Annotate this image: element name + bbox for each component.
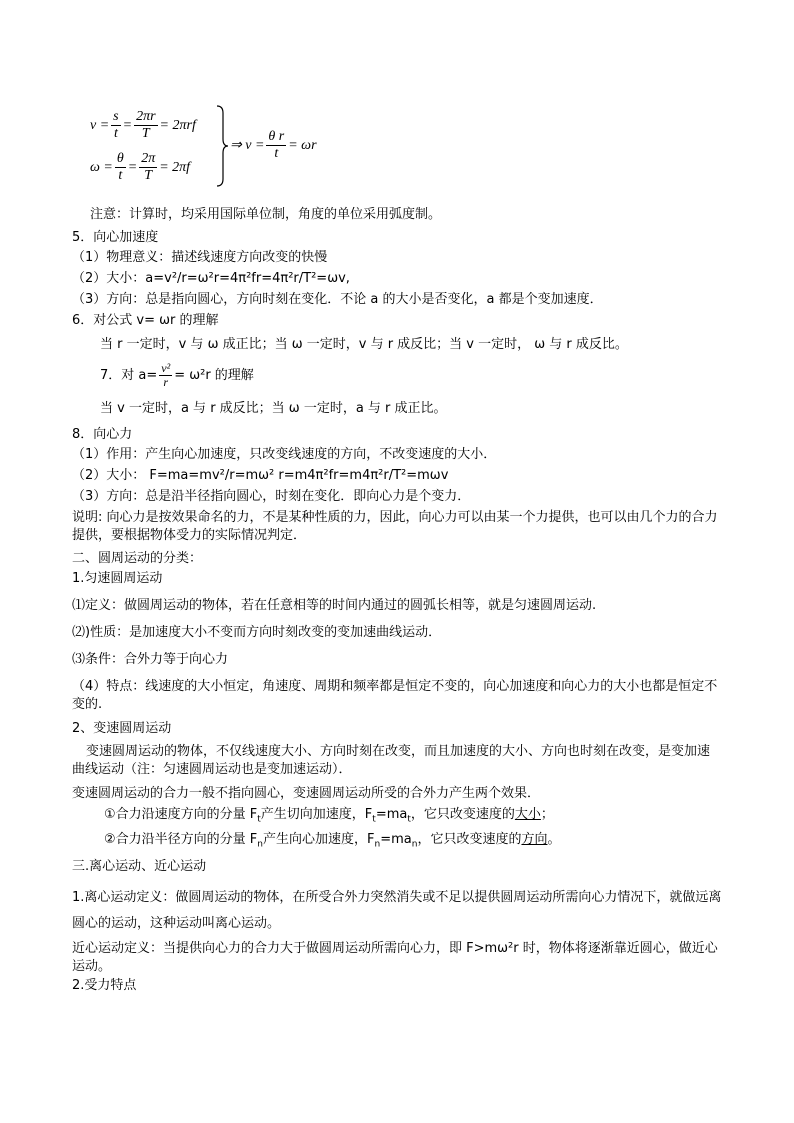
text-line: 当 v 一定时，a 与 r 成反比；当 ω 一定时，a 与 r 成正比。 [100,401,447,416]
underlined-text: 大小 [514,807,541,822]
formula-term: = ωr [288,137,317,153]
angular-velocity-formula [90,151,190,184]
paragraph: 1.离心运动定义：做圆周运动的物体，在所受合外力突然消失或不足以提供圆周运动所需向心力情况下，就做远离圆心的运动，这种运动叫离心运动。 [72,890,722,931]
combined-formula [230,129,317,162]
section-heading: 二、圆周运动的分类： [72,551,203,566]
linear-velocity-formula [90,109,196,142]
paragraph: （4）特点：线速度的大小恒定，角速度、周期和频率都是恒定不变的，向心加速度和向心力的大小也都是恒定不变的. [72,679,718,712]
fraction-denominator: r [163,375,169,389]
subscript: n [257,839,263,850]
implies-symbol: ⇒ v = [230,138,265,153]
fraction-denominator: T [144,168,153,183]
section-heading: 1.匀速圆周运动 [72,571,163,586]
section-heading [100,362,254,389]
fraction-denominator: t [274,146,279,161]
formula-term: 2πf [172,159,191,175]
fraction-numerator: s [113,109,119,124]
text-line: 当 r 一定时，v 与 ω 成正比；当 ω 一定时，v 与 r 成反比；当 v 一定时， ω 与 r 成反比。 [100,337,628,352]
subscript: t [372,814,376,825]
text-line [104,806,554,829]
section-heading: 三.离心运动、近心运动 [72,859,207,874]
fraction [111,109,120,142]
fraction [115,151,126,184]
text-line: （3）方向：总是指向圆心，方向时刻在变化．不论 a 的大小是否变化，a 都是个变加速度． [72,292,603,307]
paragraph: 近心运动定义：当提供向心力的合力大于做圆周运动所需向心力，即 F>mω²r 时，物体将逐渐靠近圆心，做近心运动。 [72,941,718,974]
formula-symbol: = [159,117,169,133]
text-line: （1）物理意义：描述线速度方向改变的快慢 [72,250,328,265]
underlined-text: 方向 [521,832,548,847]
subscript: t [257,814,261,825]
formula-symbol: = [122,117,133,133]
formula-symbol: = [127,159,138,175]
fraction-denominator: t [113,126,118,141]
text-line: （2）大小：a=v²/r=ω²r=4π²fr=4π²r/T²=ωv, [72,271,350,286]
subscript: t [407,814,411,825]
heading-suffix: = ω²r 的理解 [174,367,254,383]
section-heading: 6．对公式 v= ωr 的理解 [72,313,219,328]
formula-symbol: ω [90,159,100,175]
text-span: 。 [547,832,561,847]
text-line: （3）方向：总是沿半径指向圆心，时刻在变化．即向心力是个变力． [72,489,471,504]
formula-symbol: = [103,159,113,175]
text-span: 产生向心加速度，F [262,832,375,847]
right-brace-icon [215,105,229,187]
text-span: ，它只改变速度的 [410,807,515,822]
text-span: =ma [375,807,408,822]
section-heading: 5．向心加速度 [72,230,159,245]
fraction-numerator: 2πr [136,109,156,124]
text-line: 变速圆周运动的合力一般不指向圆心，变速圆周运动所受的合外力产生两个效果． [72,786,541,801]
text-line: ⑵)性质：是加速度大小不变而方向时刻改变的变加速曲线运动． [72,625,442,640]
formula-symbol: = [99,117,110,133]
fraction-numerator: v² [161,361,171,375]
fraction-numerator: θ [116,151,124,166]
velocity-formula-block [90,105,350,195]
paragraph: 说明: 向心力是按效果命名的力，不是某种性质的力，因此，向心力可以由某一个力提供，也可以由几个力的合力提供，要根据物体受力的实际情况判定． [72,510,718,543]
fraction [266,129,286,162]
text-line [104,831,560,854]
section-heading: 2.受力特点 [72,978,137,993]
subscript: n [374,839,381,850]
formula-term: 2πrf [172,117,196,133]
fraction [139,151,157,184]
fraction [134,109,157,142]
formula-symbol: = [159,159,169,175]
text-span: 产生切向加速度，F [260,807,373,822]
text-line: （1）作用：产生向心加速度，只改变线速度的方向，不改变速度的大小． [72,447,497,462]
formula-symbol: v [90,117,97,133]
fraction-numerator: θ r [268,129,285,144]
section-heading: 8．向心力 [72,427,133,442]
section-heading: 2、变速圆周运动 [72,721,172,736]
paragraph: 变速圆周运动的物体，不仅线速度大小、方向时刻在改变，而且加速度的大小、方向也时刻在改变，是变加速曲线运动（注：匀速圆周运动也是变加速运动）． [72,744,711,777]
text-line: ⑴定义：做圆周运动的物体，若在任意相等的时间内通过的圆弧长相等，就是匀速圆周运动. [72,598,597,613]
text-span: ②合力沿半径方向的分量 F [104,832,258,847]
heading-prefix: 7．对 a= [100,367,158,383]
text-span: ①合力沿速度方向的分量 F [104,807,258,822]
fraction-denominator: T [141,126,150,141]
text-span: =ma [380,832,412,847]
subscript: n [411,839,418,850]
fraction-numerator: 2π [141,151,156,166]
fraction [159,362,172,389]
text-line: （2）大小： F=ma=mv²/r=mω² r=m4π²fr=m4π²r/T²=mωv [72,468,449,483]
note-line: 注意：计算时，均采用国际单位制，角度的单位采用弧度制。 [90,207,442,222]
text-span: ； [540,807,554,822]
fraction-denominator: t [118,168,123,183]
text-line: ⑶条件：合外力等于向心力 [72,652,229,667]
text-span: ，它只改变速度的 [417,832,522,847]
